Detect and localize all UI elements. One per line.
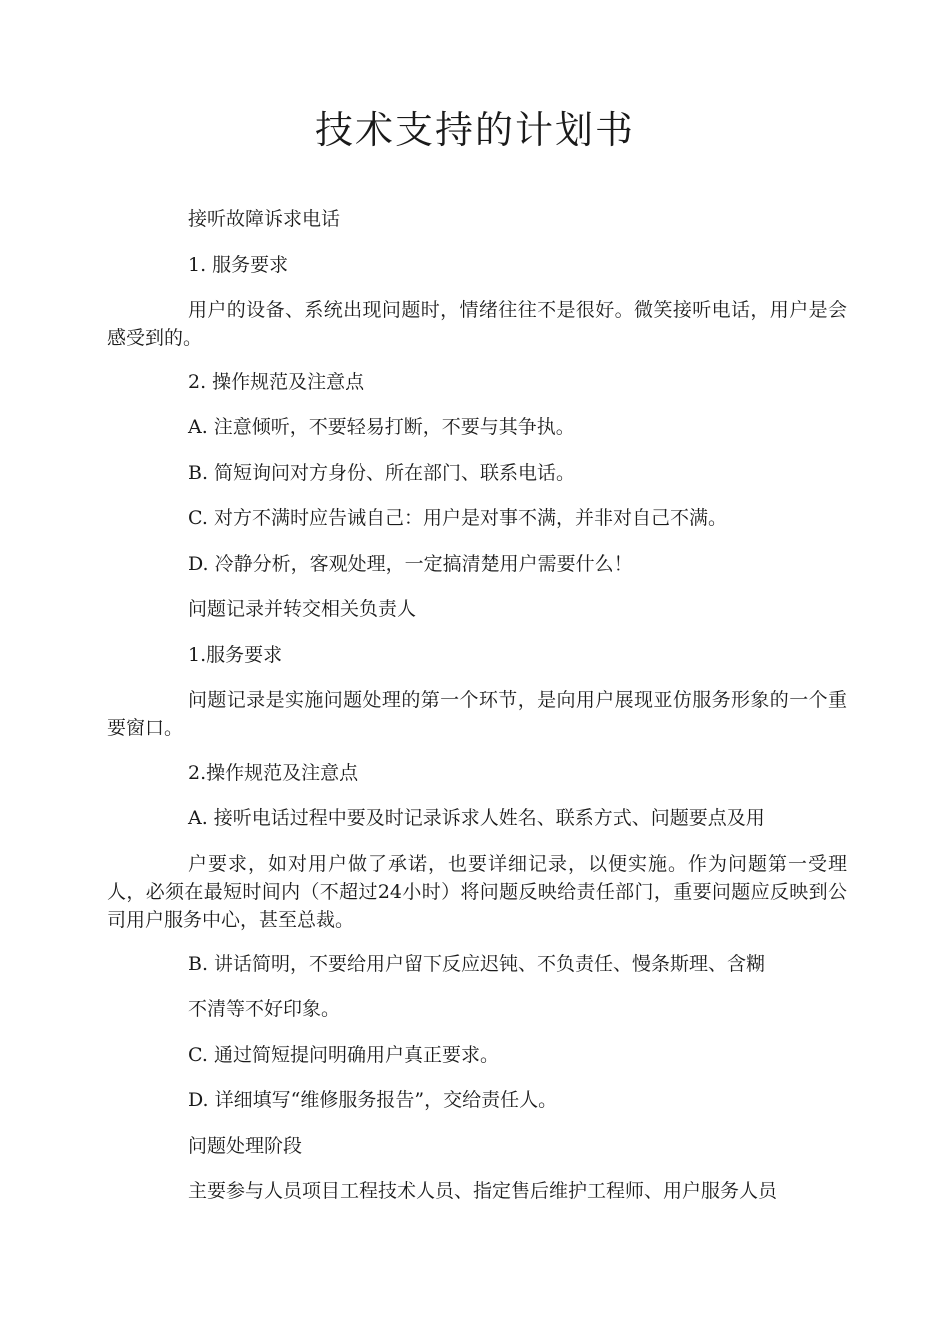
subheading: 1.服务要求 [188, 644, 283, 666]
paragraph: 主要参与人员项目工程技术人员、指定售后维护工程师、用户服务人员 [188, 1180, 778, 1202]
list-item: B. 讲话简明，不要给用户留下反应迟钝、不负责任、慢条斯理、含糊 [188, 953, 766, 975]
subheading: 2.操作规范及注意点 [188, 762, 359, 784]
list-item: D. 冷静分析，客观处理，一定搞清楚用户需要什么！ [188, 553, 633, 575]
list-item: A. 注意倾听，不要轻易打断，不要与其争执。 [188, 416, 575, 438]
paragraph: 户要求，如对用户做了承诺，也要详细记录，以便实施。作为问题第一受理人，必须在最短时间内（不超过24小时）将问题反映给责任部门，重要问题应反映到公司用户服务中心，甚至总裁。 [107, 853, 847, 931]
paragraph: 问题记录是实施问题处理的第一个环节，是向用户展现亚仿服务形象的一个重要窗口。 [107, 689, 847, 739]
list-item: C. 通过简短提问明确用户真正要求。 [188, 1044, 499, 1066]
list-item: B. 简短询问对方身份、所在部门、联系电话。 [188, 462, 576, 484]
section-heading: 问题处理阶段 [188, 1135, 303, 1157]
section-heading: 接听故障诉求电话 [188, 208, 341, 230]
paragraph: 用户的设备、系统出现问题时，情绪往往不是很好。微笑接听电话，用户是会感受到的。 [107, 299, 847, 349]
subheading: 1. 服务要求 [188, 254, 289, 276]
subheading: 2. 操作规范及注意点 [188, 371, 365, 393]
document-title: 技术支持的计划书 [314, 108, 635, 152]
list-item: C. 对方不满时应告诫自己：用户是对事不满，并非对自己不满。 [188, 507, 727, 529]
section-heading: 问题记录并转交相关负责人 [188, 598, 417, 620]
list-item: A. 接听电话过程中要及时记录诉求人姓名、联系方式、问题要点及用 [188, 807, 765, 829]
list-item: D. 详细填写“维修服务报告”，交给责任人。 [188, 1089, 558, 1111]
list-item-continuation: 不清等不好印象。 [188, 998, 341, 1020]
